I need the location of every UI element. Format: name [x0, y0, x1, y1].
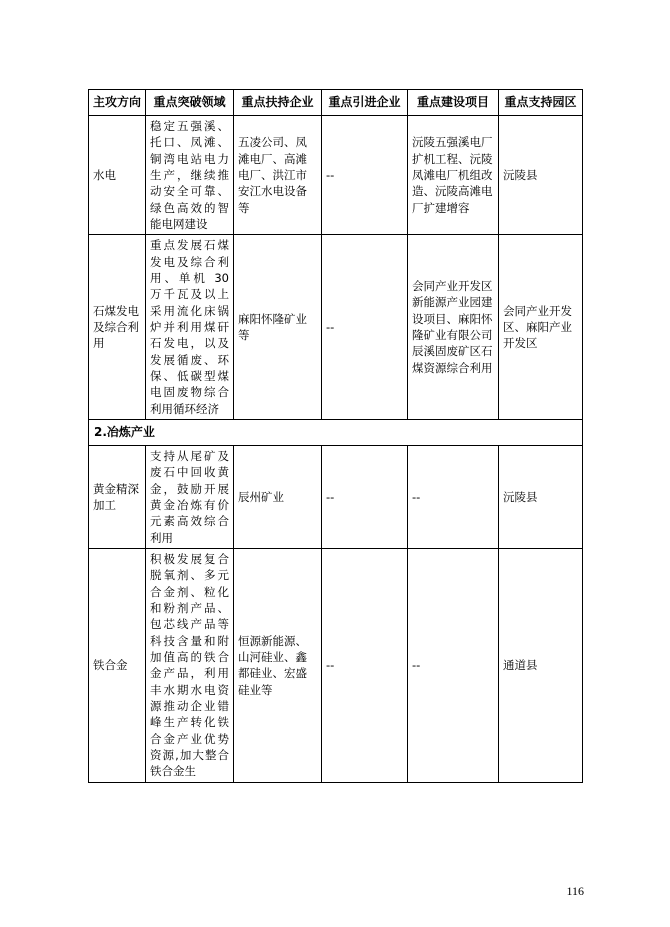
- column-header-direction: 主攻方向: [89, 90, 146, 116]
- cell-introduce-enterprise: --: [322, 548, 408, 782]
- industry-plan-table: [88, 89, 583, 783]
- table-row: [89, 235, 583, 420]
- column-header-zone: 重点支持园区: [499, 90, 583, 116]
- cell-zone: 会同产业开发区、麻阳产业开发区: [499, 235, 583, 420]
- cell-introduce-enterprise: --: [322, 445, 408, 548]
- table-row: [89, 445, 583, 548]
- column-header-field: 重点突破领域: [146, 90, 234, 116]
- cell-introduce-enterprise: --: [322, 235, 408, 420]
- cell-direction: 水电: [89, 116, 146, 235]
- cell-project: 会同产业开发区新能源产业园建设项目、麻阳怀隆矿业有限公司辰溪固废矿区石煤资源综合利用: [408, 235, 499, 420]
- cell-direction: 铁合金: [89, 548, 146, 782]
- cell-field: 重点发展石煤发电及综合利用、单机 30 万千瓦及以上采用流化床锅炉并利用煤矸石发电，以及发展循废、环保、低碳型煤电固废物综合利用循环经济: [146, 235, 234, 420]
- cell-zone: 沅陵县: [499, 116, 583, 235]
- table-row: [89, 116, 583, 235]
- cell-direction: 石煤发电及综合利用: [89, 235, 146, 420]
- column-header-project: 重点建设项目: [408, 90, 499, 116]
- table-header: [89, 90, 583, 116]
- column-header-support-enterprise: 重点扶持企业: [234, 90, 322, 116]
- cell-project: --: [408, 548, 499, 782]
- cell-field: 稳定五强溪、托口、凤滩、铜湾电站电力生产，继续推动安全可靠、绿色高效的智能电网建设: [146, 116, 234, 235]
- cell-zone: 沅陵县: [499, 445, 583, 548]
- cell-direction: 黄金精深加工: [89, 445, 146, 548]
- cell-project: 沅陵五强溪电厂扩机工程、沅陵凤滩电厂机组改造、沅陵高滩电厂扩建增容: [408, 116, 499, 235]
- page-number: 116: [566, 884, 584, 898]
- cell-support-enterprise: 五凌公司、凤滩电厂、高滩电厂、洪江市安江水电设备等: [234, 116, 322, 235]
- cell-field: 积极发展复合脱氧剂、多元合金剂、粒化和粉剂产品、包芯线产品等科技含量和附加值高的铁合金产品，利用丰水期水电资源推动企业错峰生产转化铁合金产业优势资源,加大整合铁合金生: [146, 548, 234, 782]
- table-header-row: [89, 90, 583, 116]
- cell-support-enterprise: 辰州矿业: [234, 445, 322, 548]
- table-row: [89, 548, 583, 782]
- cell-field: 支持从尾矿及废石中回收黄金，鼓励开展黄金冶炼有价元素高效综合利用: [146, 445, 234, 548]
- cell-project: --: [408, 445, 499, 548]
- cell-introduce-enterprise: --: [322, 116, 408, 235]
- section-heading: 2.冶炼产业: [89, 419, 583, 445]
- table-body: [89, 116, 583, 783]
- cell-zone: 通道县: [499, 548, 583, 782]
- table-section-row: [89, 419, 583, 445]
- cell-support-enterprise: 恒源新能源、山河硅业、鑫都硅业、宏盛硅业等: [234, 548, 322, 782]
- cell-support-enterprise: 麻阳怀隆矿业等: [234, 235, 322, 420]
- column-header-introduce-enterprise: 重点引进企业: [322, 90, 408, 116]
